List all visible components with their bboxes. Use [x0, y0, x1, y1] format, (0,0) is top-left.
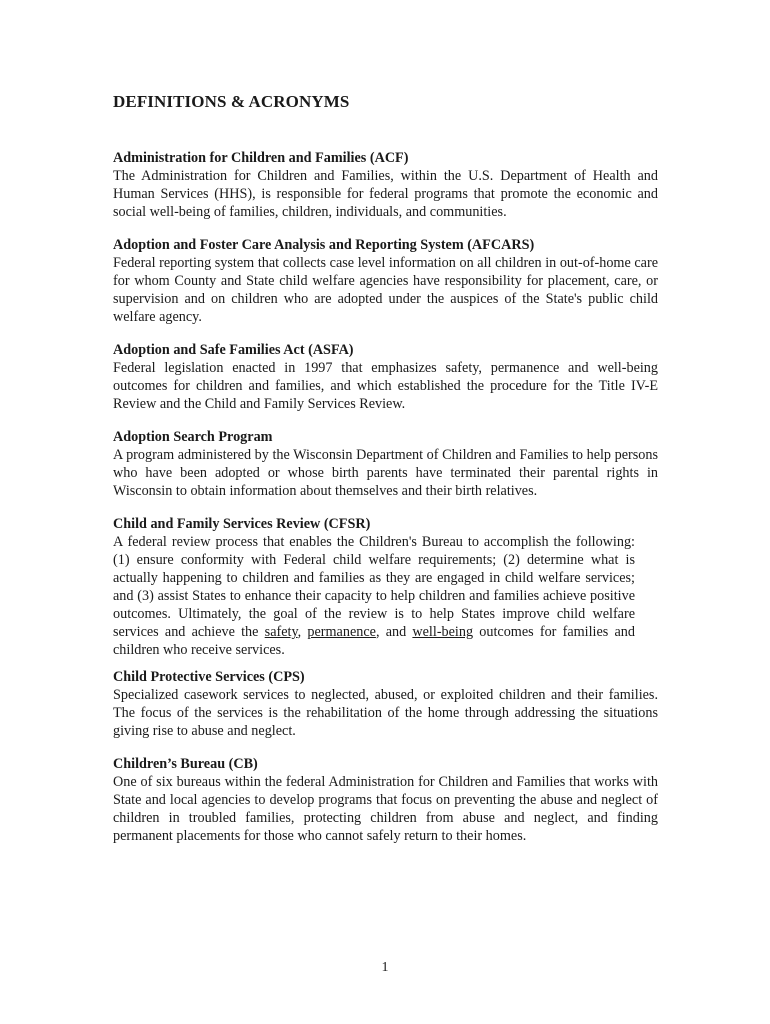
entry-adoption-search [113, 428, 658, 500]
term-heading: Children’s Bureau (CB) [113, 756, 258, 772]
term-heading: Adoption Search Program [113, 429, 273, 445]
entry-cb [113, 755, 658, 845]
page-number: 1 [381, 960, 389, 975]
term-definition: One of six bureaus within the federal Administration for Children and Families that works with State and local agencies to develop programs that focus on preventing the abuse and neglect of children in troubled families, protecting children from abuse and neglect, and finding permanent placements for those who cannot safely return to their homes. [113, 774, 658, 844]
definition-text: , [297, 624, 308, 640]
term-heading: Administration for Children and Families (ACF) [113, 150, 409, 166]
definition-text: A federal review process that enables the Children's Bureau to accomplish the following: (1) ensure conformity with Federal child welfare requirements; (2) determine what is actually happening to children and families as they are engaged in child welfare services; and (3) assist States to enhance their capacity to help children and families achieve positive outcomes. Ultimately, the goal of the review is to help States improve child welfare services and achieve the [113, 534, 635, 640]
definition-text: outcomes for families and children who receive services. [113, 624, 635, 658]
permanence-link[interactable]: permanence [307, 624, 376, 640]
entry-cfsr [113, 515, 658, 659]
page-title: DEFINITIONS & ACRONYMS [113, 92, 350, 111]
term-definition: Federal reporting system that collects case level information on all children in out-of-home care for whom County and State child welfare agencies have responsibility for placement, care, or supervision and on children who are adopted under the auspices of the State's public child welfare agency. [113, 255, 658, 325]
term-heading: Child and Family Services Review (CFSR) [113, 516, 371, 532]
term-definition: The Administration for Children and Families, within the U.S. Department of Health and Human Services (HHS), is responsible for federal programs that promote the economic and social well-being of families, children, individuals, and communities. [113, 168, 658, 220]
term-heading: Child Protective Services (CPS) [113, 669, 305, 685]
term-definition: Specialized casework services to neglected, abused, or exploited children and their families. The focus of the services is the rehabilitation of the home through addressing the situations giving rise to abuse and neglect. [113, 687, 658, 739]
document-page [113, 92, 658, 860]
entry-asfa [113, 341, 658, 413]
term-heading: Adoption and Safe Families Act (ASFA) [113, 342, 354, 358]
safety-link[interactable]: safety [264, 624, 298, 640]
term-heading: Adoption and Foster Care Analysis and Reporting System (AFCARS) [113, 237, 535, 253]
entry-afcars [113, 236, 658, 326]
term-definition [113, 533, 635, 659]
term-definition: A program administered by the Wisconsin Department of Children and Families to help persons who have been adopted or whose birth parents have terminated their parental rights in Wisconsin to obtain information about themselves and their birth relatives. [113, 447, 658, 499]
well-being-link[interactable]: well-being [412, 624, 474, 640]
definition-text: , and [375, 624, 413, 640]
entry-acf [113, 149, 658, 221]
entry-cps [113, 668, 658, 740]
term-definition: Federal legislation enacted in 1997 that emphasizes safety, permanence and well-being outcomes for children and families, and which established the procedure for the Title IV-E Review and the Child and Family Services Review. [113, 360, 658, 412]
